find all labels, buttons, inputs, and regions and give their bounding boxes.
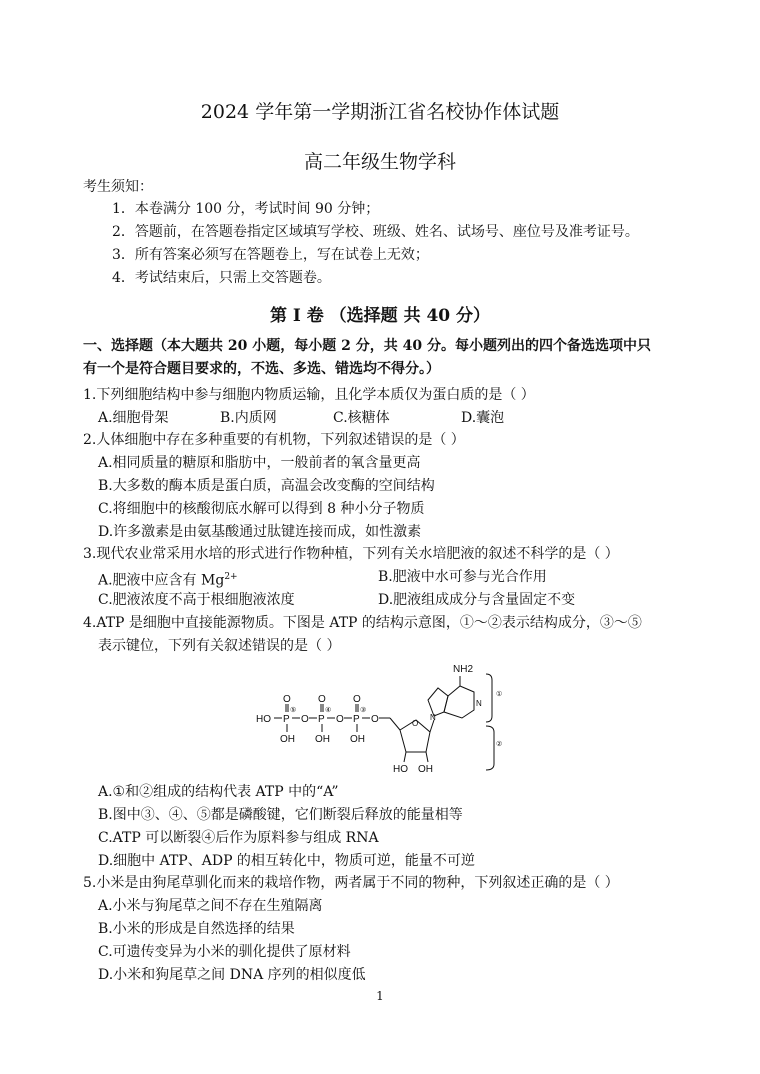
q4-option-b: B.图中③、④、⑤都是磷酸键，它们断裂后释放的能量相等 [98, 807, 463, 823]
q2-option-b: B.大多数的酶本质是蛋白质，高温会改变酶的空间结构 [98, 478, 435, 494]
q2-option-a: A.相同质量的糖原和脂肪中，一般前者的氧含量更高 [98, 455, 421, 471]
notice-heading: 考生须知： [83, 179, 153, 195]
page-number: 1 [376, 989, 384, 1003]
q2-option-c: C.将细胞中的核酸彻底水解可以得到 8 种小分子物质 [98, 501, 425, 517]
oxygen-label: O [353, 694, 361, 705]
q3-option-c: C.肥液浓度不高于根细胞液浓度 [98, 592, 295, 608]
bracket-1-label: ① [496, 691, 503, 698]
exam-subtitle: 高二年级生物学科 [303, 151, 456, 173]
bracket-2-label: ② [496, 741, 503, 748]
section-title: 第 I 卷 （选择题 共 40 分） [269, 306, 491, 326]
oxygen-label: O [336, 714, 344, 725]
notice-item: 1．本卷满分 100 分，考试时间 90 分钟； [112, 201, 380, 217]
q2-option-d: D.许多激素是由氨基酸通过肽键连接而成，如性激素 [98, 524, 422, 540]
q3-option-a: A.肥液中应含有 $Mg^{2+}$ [98, 572, 238, 589]
phosphate-p: P [353, 714, 360, 725]
atp-structure-diagram [250, 660, 520, 780]
oh-label: OH [280, 734, 295, 745]
oxygen-label: O [371, 714, 379, 725]
q4-option-a: A.①和②组成的结构代表 ATP 中的“A” [98, 784, 339, 800]
q1-option-c: C.核糖体 [333, 410, 390, 426]
question-1-stem: 1.下列细胞结构中参与细胞内物质运输，且化学本质仅为蛋白质的是（ ） [83, 387, 535, 403]
q5-option-b: B.小米的形成是自然选择的结果 [98, 921, 295, 937]
adenine-n: N [430, 713, 436, 722]
ribose-oh-right: OH [418, 764, 433, 775]
phosphate-p: P [283, 714, 290, 725]
bond-3-label: ③ [360, 707, 367, 714]
phosphate-p: P [318, 714, 325, 725]
question-4-stem-line1: 4.ATP 是细胞中直接能源物质。下图是 ATP 的结构示意图，①～②表示结构成分，③～⑤ [83, 615, 642, 631]
ring-oxygen: O [412, 719, 419, 728]
q5-option-d: D.小米和狗尾草之间 DNA 序列的相似度低 [98, 967, 366, 983]
ribose-oh-left: HO [393, 764, 408, 775]
question-5-stem: 5.小米是由狗尾草驯化而来的栽培作物，两者属于不同的物种，下列叙述正确的是（ ） [83, 875, 619, 891]
adenine-n: N [476, 699, 482, 708]
q4-option-c: C.ATP 可以断裂④后作为原料参与组成 RNA [98, 830, 379, 846]
section-intro-line1: 一、选择题（本大题共 20 小题，每小题 2 分，共 40 分。每小题列出的四个备选选项中只 [83, 338, 651, 354]
q1-option-b: B.内质网 [220, 410, 277, 426]
q5-option-c: C.可遗传变异为小米的驯化提供了原材料 [98, 944, 351, 960]
q5-option-a: A.小米与狗尾草之间不存在生殖隔离 [98, 898, 323, 914]
q1-option-d: D.囊泡 [461, 410, 505, 426]
ho-label: HO [256, 714, 271, 725]
section-intro-line2: 有一个是符合题目要求的，不选、多选、错选均不得分。） [83, 361, 440, 377]
q4-option-d: D.细胞中 ATP、ADP 的相互转化中，物质可逆，能量不可逆 [98, 853, 475, 869]
notice-item: 3．所有答案必须写在答题卷上，写在试卷上无效； [112, 247, 429, 263]
oh-label: OH [315, 734, 330, 745]
q3-option-d: D.肥液组成成分与含量固定不变 [378, 592, 576, 608]
oxygen-label: O [301, 714, 309, 725]
notice-item: 4．考试结束后，只需上交答题卷。 [112, 270, 331, 286]
question-3-stem: 3.现代农业常采用水培的形式进行作物种植，下列有关水培肥液的叙述不科学的是（ ） [83, 546, 619, 562]
bond-4-label: ④ [325, 707, 332, 714]
question-2-stem: 2.人体细胞中存在多种重要的有机物，下列叙述错误的是（ ） [83, 432, 465, 448]
notice-item: 2．答题前，在答题卷指定区域填写学校、班级、姓名、试场号、座位号及准考证号。 [112, 224, 639, 240]
q1-option-a: A.细胞骨架 [98, 410, 169, 426]
q3-option-b: B.肥液中水可参与光合作用 [378, 569, 547, 585]
question-4-stem-line2: 表示键位，下列有关叙述错误的是（ ） [98, 638, 341, 654]
oxygen-label: O [318, 694, 326, 705]
oxygen-label: O [283, 694, 291, 705]
bond-5-label: ⑤ [290, 707, 297, 714]
mg-charge: 2+ [224, 572, 238, 582]
amino-label: NH2 [453, 664, 474, 675]
oh-label: OH [350, 734, 365, 745]
exam-title: 2024 学年第一学期浙江省名校协作体试题 [200, 101, 560, 123]
